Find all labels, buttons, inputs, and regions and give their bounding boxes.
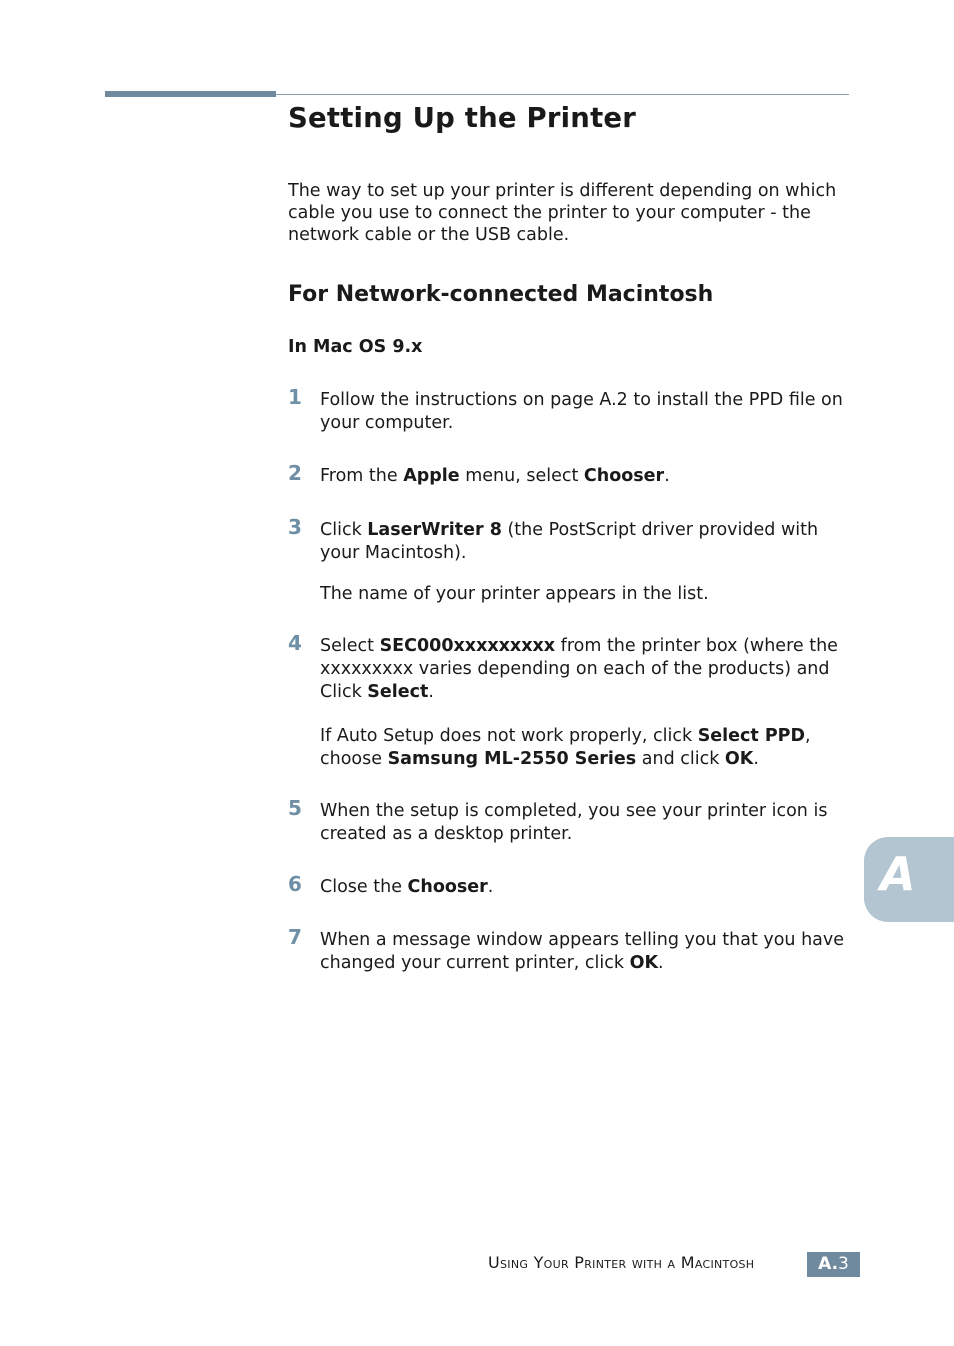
- button-name-ok: OK: [629, 953, 658, 973]
- intro-paragraph: The way to set up your printer is different depending on which cable you use to connect the printer to your computer - the network cable or the USB cable.: [288, 181, 837, 245]
- chapter-tab: [864, 837, 954, 922]
- step-number: 3: [288, 515, 302, 539]
- header-rule-thick: [105, 91, 276, 97]
- step-note: The name of your printer appears in the list.: [320, 584, 709, 604]
- step-text: Select SEC000xxxxxxxxx from the printer box (where the xxxxxxxxx varies depending on each of the products) and Click Select.: [320, 636, 838, 702]
- step-text: Follow the instructions on page A.2 to install the PPD file on your computer.: [320, 390, 843, 433]
- menu-name-apple: Apple: [403, 466, 460, 486]
- step-number: 4: [288, 631, 302, 655]
- page-title: Setting Up the Printer: [288, 102, 637, 134]
- button-name-select-ppd: Select PPD: [697, 726, 806, 746]
- section-heading: For Network-connected Macintosh: [288, 282, 714, 307]
- driver-name: LaserWriter 8: [367, 520, 502, 540]
- printer-name: SEC000xxxxxxxxx: [379, 636, 556, 656]
- step-number: 5: [288, 796, 302, 820]
- chapter-tab-letter: A: [880, 847, 916, 901]
- menu-item-chooser: Chooser: [583, 466, 665, 486]
- model-name: Samsung ML-2550 Series: [387, 749, 637, 769]
- footer-chapter-title: Using Your Printer with a Macintosh: [488, 1253, 755, 1272]
- step-number: 6: [288, 872, 302, 896]
- button-name-ok: OK: [724, 749, 754, 769]
- header-rule-thin: [276, 94, 849, 95]
- step-text: When the setup is completed, you see your printer icon is created as a desktop printer.: [320, 801, 828, 844]
- step-text: When a message window appears telling you that you have changed your current printer, click OK.: [320, 930, 845, 973]
- step-text: Close the Chooser.: [320, 877, 494, 897]
- step-number: 7: [288, 925, 302, 949]
- step-text: Click LaserWriter 8 (the PostScript driver provided with your Macintosh).: [320, 520, 819, 563]
- page-number-badge: A.3: [807, 1252, 860, 1277]
- step-note: If Auto Setup does not work properly, click Select PPD, choose Samsung ML-2550 Series and click OK.: [320, 726, 811, 769]
- window-name-chooser: Chooser: [407, 877, 488, 897]
- step-text: From the Apple menu, select Chooser.: [320, 466, 670, 486]
- subsection-heading: In Mac OS 9.x: [288, 337, 423, 357]
- step-number: 1: [288, 385, 302, 409]
- step-number: 2: [288, 461, 302, 485]
- button-name-select: Select: [367, 682, 429, 702]
